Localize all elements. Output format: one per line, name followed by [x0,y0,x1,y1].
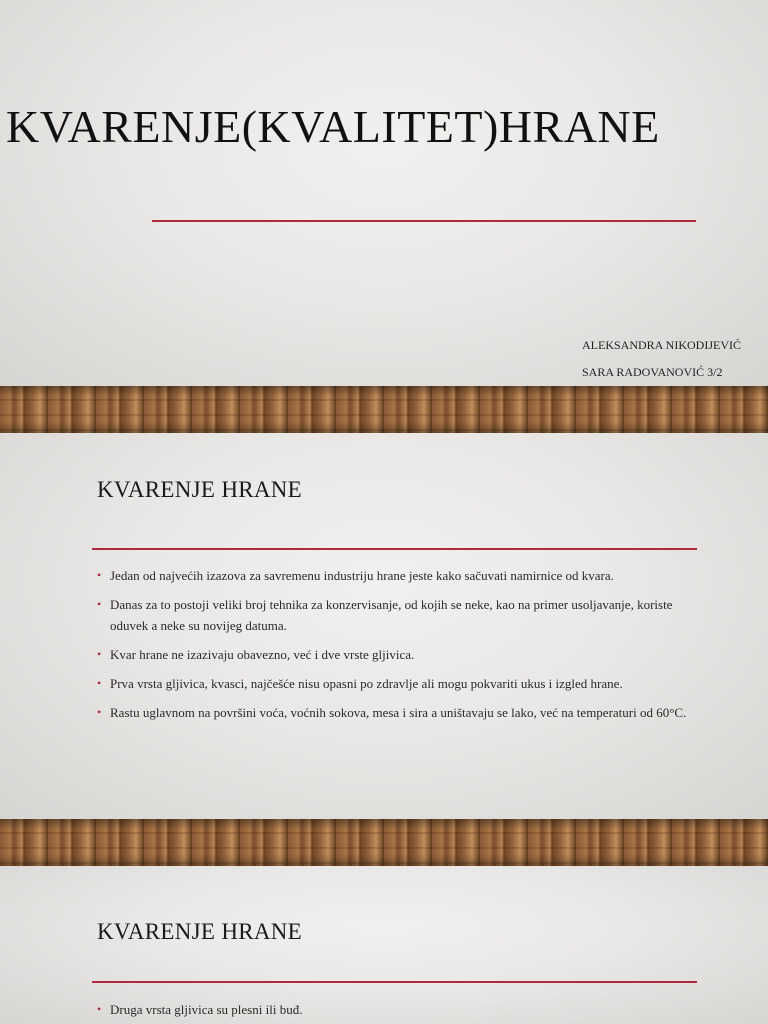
content-slide [0,433,768,820]
list-item [97,594,697,636]
bullet-icon: • [97,647,102,661]
presentation-title: KVARENJE(KVALITET)HRANE [6,101,660,152]
slide-title: KVARENJE HRANE [97,477,303,502]
bullet-text: Prva vrsta gljivica, kvasci, najčešće nisu opasni po zdravlje ali mogu pokvariti ukus i izgled hrane. [110,676,623,691]
bullet-icon: • [97,705,102,719]
wood-floor-decoration [0,386,768,433]
bullet-text: Rastu uglavnom na površini voća, voćnih sokova, mesa i sira a uništavaju se lako, već na temperaturi od 60°C. [110,705,687,720]
list-item [97,702,697,723]
bullet-text: Kvar hrane ne izazivaju obavezno, već i dve vrste gljivica. [110,647,415,662]
title-accent-rule [92,548,697,550]
authors-block [582,332,741,386]
bullet-icon: • [97,568,102,582]
bullet-icon: • [97,676,102,690]
title-accent-rule [152,220,696,222]
bullet-text: Jedan od najvećih izazova za savremenu industriju hrane jeste kako sačuvati namirnice od kvara. [110,568,614,583]
list-item [97,565,697,586]
list-item [97,673,697,694]
slide-title: KVARENJE HRANE [97,919,303,944]
content-slide [0,866,768,1024]
title-slide [0,0,768,388]
wood-floor-decoration [0,819,768,866]
author-name: ALEKSANDRA NIKODIJEVIĆ [582,338,741,352]
bullet-text: Druga vrsta gljivica su plesni ili buđ. [110,1002,303,1017]
bullet-list [97,999,697,1024]
list-item [97,999,697,1020]
bullet-icon: • [97,1002,102,1016]
list-item [97,644,697,665]
bullet-icon: • [97,597,102,611]
author-name: SARA RADOVANOVIĆ 3/2 [582,365,723,379]
bullet-text: Danas za to postoji veliki broj tehnika za konzervisanje, od kojih se neke, kao na primer usoljavanje, koriste oduvek a neke su novijeg datuma. [110,597,673,633]
title-accent-rule [92,981,697,983]
bullet-list [97,565,697,731]
